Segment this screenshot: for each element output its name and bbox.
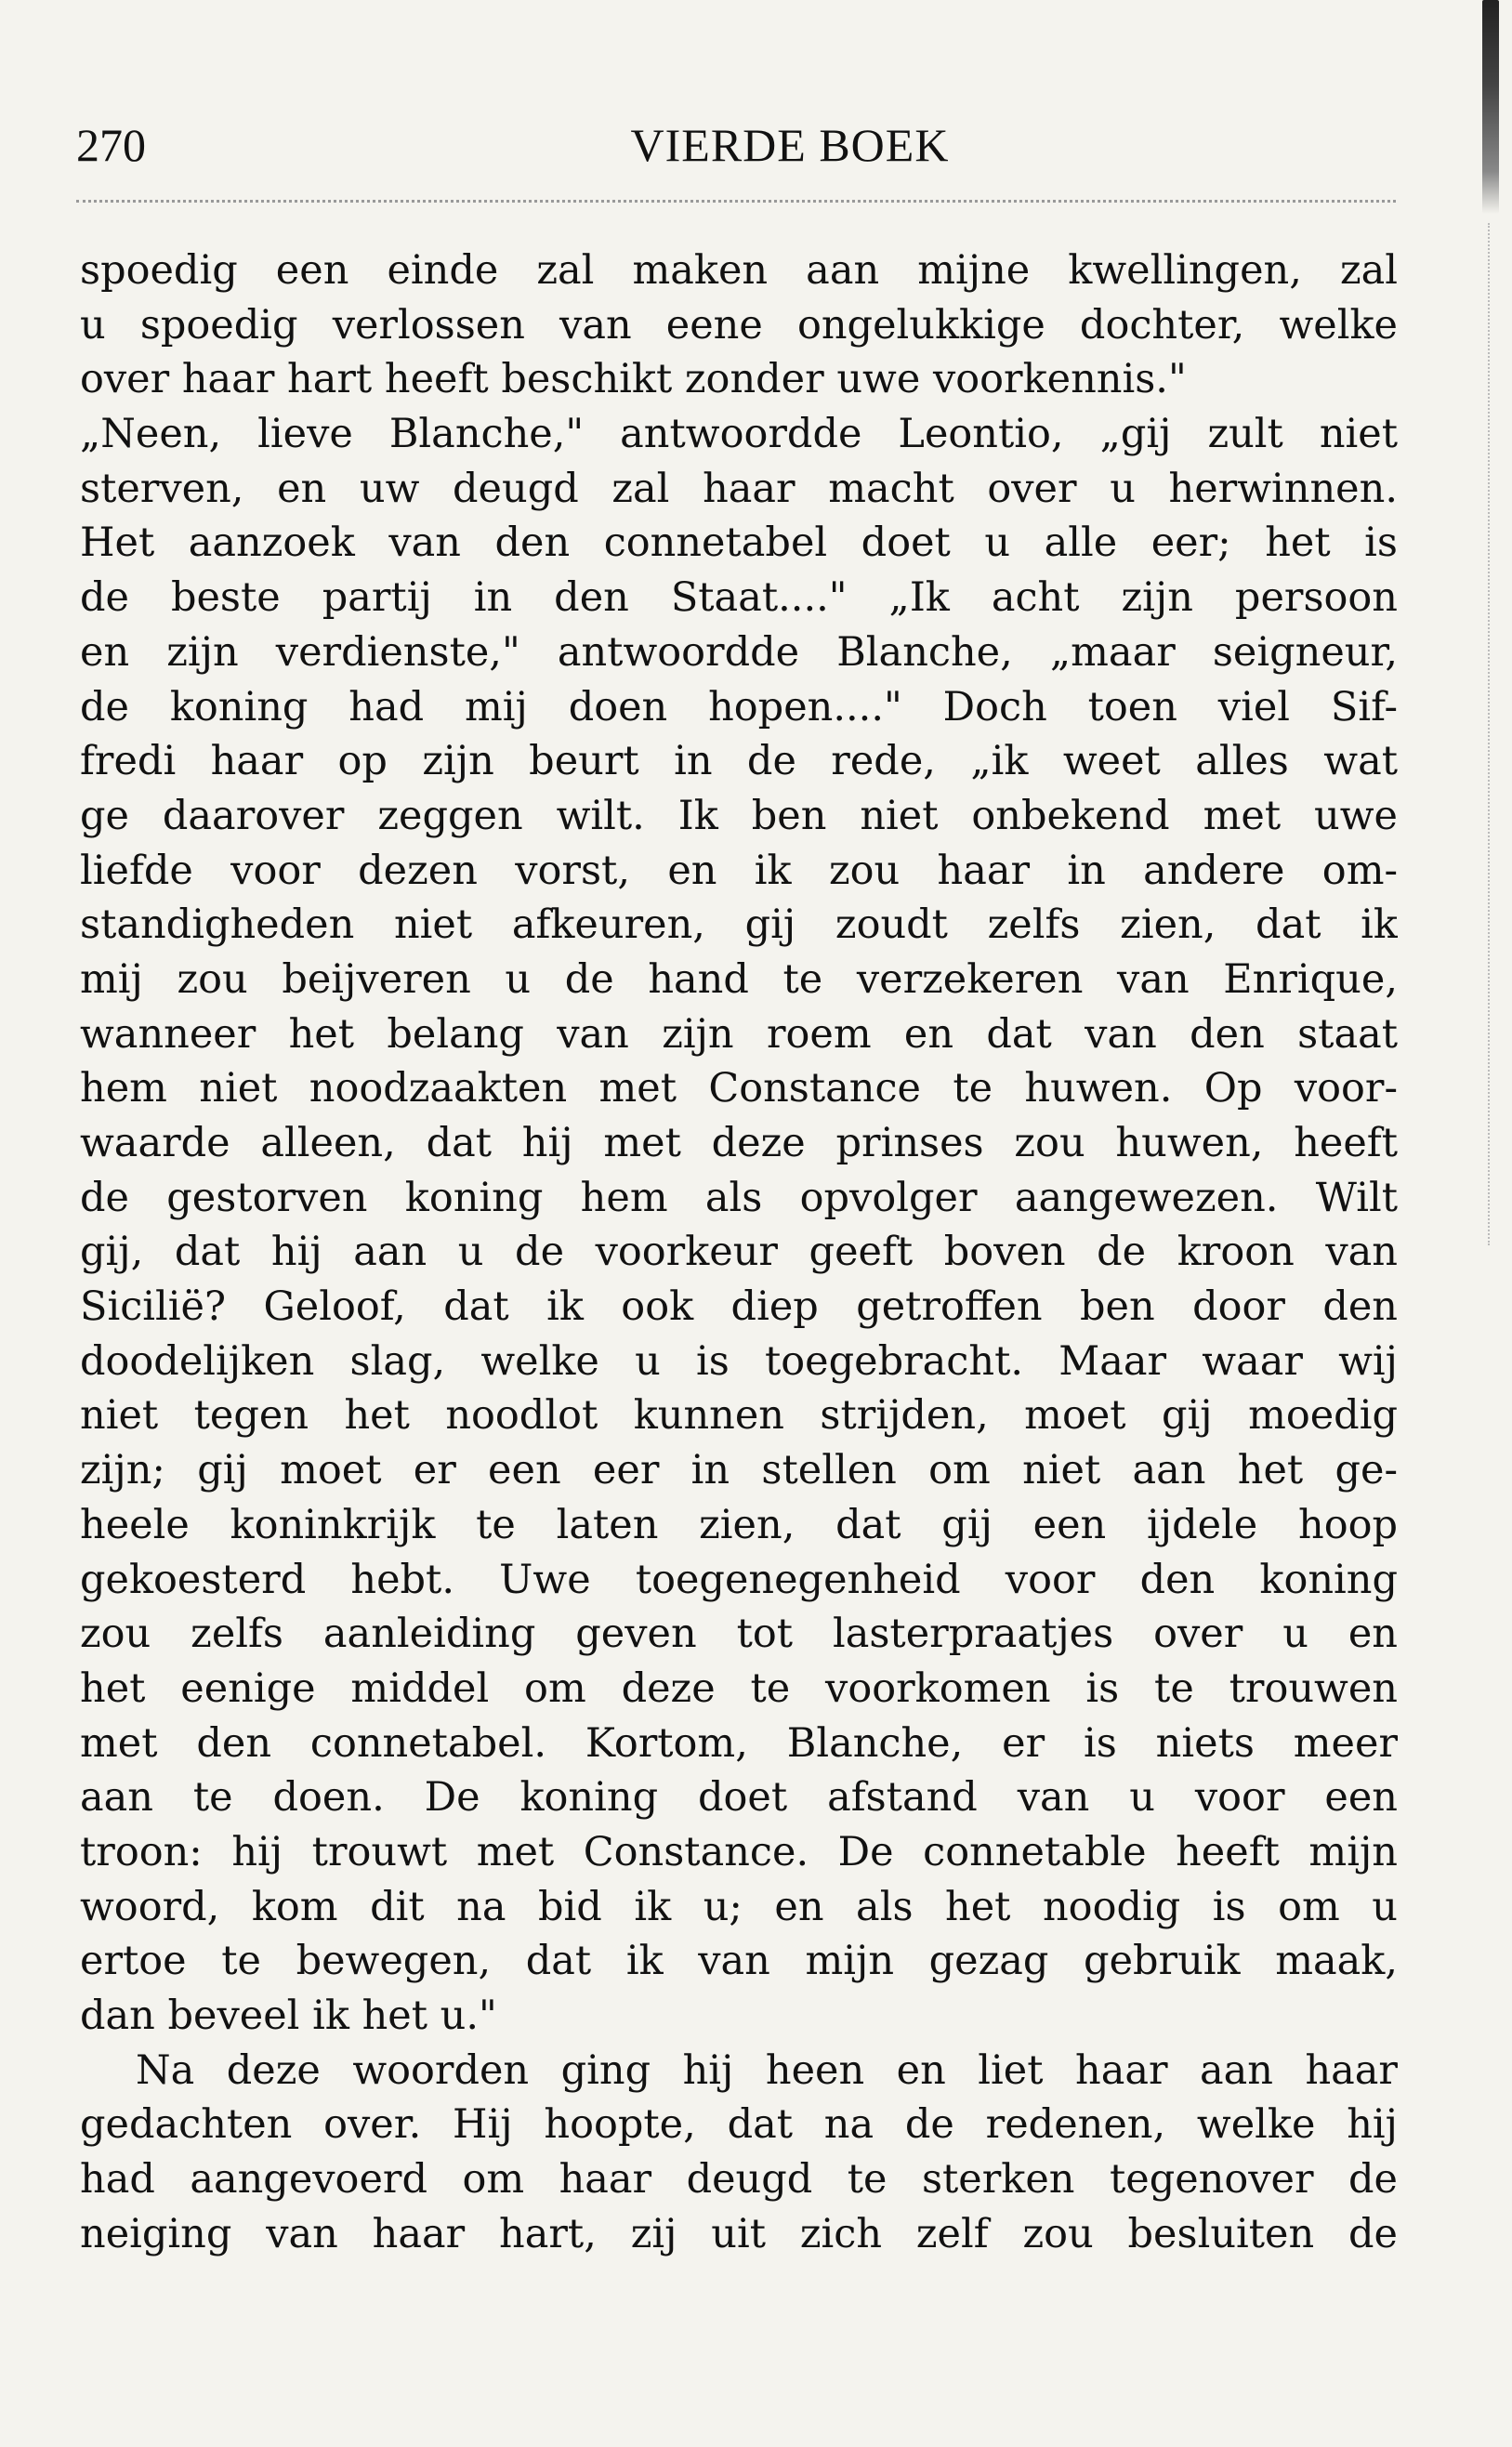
text-line: hem niet noodzaakten met Constance te huwen. Op voor- — [80, 1065, 1398, 1112]
text-line: heele koninkrijk te laten zien, dat gij een ijdele hoop — [80, 1501, 1398, 1548]
text-line: had aangevoerd om haar deugd te sterken tegenover de — [80, 2156, 1398, 2204]
text-line: en zijn verdienste," antwoordde Blanche, „maar seigneur, — [80, 628, 1398, 676]
text-line: de gestorven koning hem als opvolger aangewezen. Wilt — [80, 1174, 1398, 1221]
text-line: u spoedig verlossen van eene ongelukkige dochter, welke — [80, 301, 1398, 349]
text-line: mij zou beijveren u de hand te verzekeren van Enrique, — [80, 955, 1398, 1003]
running-head: VIERDE BOEK — [630, 119, 950, 171]
header-divider — [76, 200, 1396, 203]
text-line: troon: hij trouwt met Constance. De connetable heeft mijn — [80, 1828, 1398, 1875]
text-line: zou zelfs aanleiding geven tot lasterpraatjes over u en — [80, 1611, 1398, 1658]
text-line: sterven, en uw deugd zal haar macht over u herwinnen. — [80, 465, 1398, 512]
text-line: gedachten over. Hij hoopte, dat na de redenen, welke hij — [80, 2101, 1398, 2149]
text-line: spoedig een einde zal maken aan mijne kwellingen, zal — [80, 247, 1398, 294]
text-line: dan beveel ik het u." — [80, 1993, 497, 2039]
text-line: met den connetabel. Kortom, Blanche, er is niets meer — [80, 1719, 1398, 1767]
page-edge-dots — [1486, 223, 1490, 1245]
text-line: ertoe te bewegen, dat ik van mijn gezag gebruik maak, — [80, 1938, 1398, 1985]
text-line: aan te doen. De koning doet afstand van u voor een — [80, 1774, 1398, 1822]
text-line: het eenige middel om deze te voorkomen is te trouwen — [80, 1664, 1398, 1712]
text-line: woord, kom dit na bid ik u; en als het noodig is om u — [80, 1883, 1398, 1930]
text-line: standigheden niet afkeuren, gij zoudt zelfs zien, dat ik — [80, 901, 1398, 949]
text-line: liefde voor dezen vorst, en ik zou haar in andere om- — [80, 847, 1398, 894]
text-line: niet tegen het noodlot kunnen strijden, moet gij moedig — [80, 1392, 1398, 1440]
text-line: neiging van haar hart, zij uit zich zelf zou besluiten de — [80, 2210, 1398, 2257]
text-line: doodelijken slag, welke u is toegebracht. Maar waar wij — [80, 1337, 1398, 1385]
text-line: over haar hart heeft beschikt zonder uwe voorkennis." — [80, 356, 1187, 403]
text-line: wanneer het belang van zijn roem en dat van den staat — [80, 1010, 1398, 1058]
text-line: waarde alleen, dat hij met deze prinses zou huwen, heeft — [80, 1120, 1398, 1166]
body-text — [80, 243, 1398, 2261]
text-line: gij, dat hij aan u de voorkeur geeft boven de kroon van — [80, 1229, 1398, 1276]
text-line: Sicilië? Geloof, dat ik ook diep getroffen ben door den — [80, 1283, 1398, 1331]
text-line: de koning had mij doen hopen...." Doch toen viel Sif- — [80, 683, 1398, 730]
text-line: fredi haar op zijn beurt in de rede, „ik weet alles wat — [80, 738, 1398, 785]
text-line: Het aanzoek van den connetabel doet u alle eer; het is — [80, 520, 1398, 567]
text-line: zijn; gij moet er een eer in stellen om niet aan het ge- — [80, 1447, 1398, 1494]
text-line: ge daarover zeggen wilt. Ik ben niet onbekend met uwe — [80, 792, 1398, 839]
text-line: „Neen, lieve Blanche," antwoordde Leontio, „gij zult niet — [80, 411, 1398, 458]
page-number: 270 — [76, 119, 146, 171]
text-line: Na deze woorden ging hij heen en liet haar aan haar — [136, 2046, 1398, 2094]
text-line: gekoesterd hebt. Uwe toegenegenheid voor den koning — [80, 1556, 1398, 1603]
text-line: de beste partij in den Staat...." „Ik acht zijn persoon — [80, 574, 1398, 622]
page-edge-mark — [1482, 0, 1499, 214]
